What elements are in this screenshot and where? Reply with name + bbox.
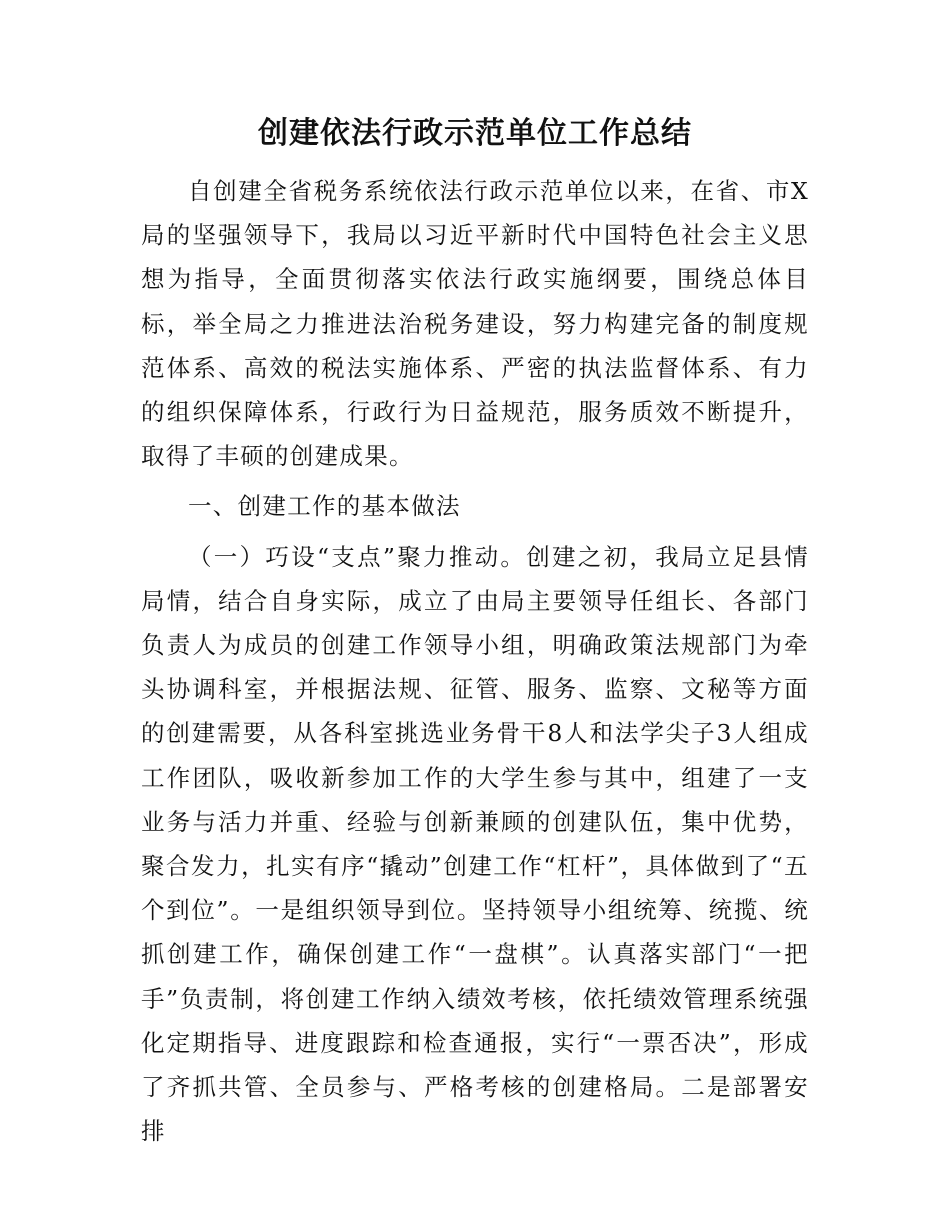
section-heading: 一、创建工作的基本做法 (188, 492, 461, 521)
document-title: 创建依法行政示范单位工作总结 (258, 116, 692, 151)
document-body (141, 169, 809, 1153)
intro-paragraph: 自创建全省税务系统依法行政示范单位以来，在省、市X局的坚强领导下，我局以习近平新时代中国特色社会主义思想为指导，全面贯彻落实依法行政实施纲要，围绕总体目标，举全局之力推进法治税务建设，努力构建完备的制度规范体系、高效的税法实施体系、严密的执法监督体系、有力的组织保障体系，行政行为日益规范，服务质效不断提升，取得了丰硕的创建成果。 (141, 177, 809, 471)
section-paragraph: （一）巧设“支点”聚力推动。创建之初，我局立足县情局情，结合自身实际，成立了由局主要领导任组长、各部门负责人为成员的创建工作领导小组，明确政策法规部门为牵头协调科室，并根据法规、征管、服务、监察、文秘等方面的创建需要，从各科室挑选业务骨干8人和法学尖子3人组成工作团队，吸收新参加工作的大学生参与其中，组建了一支业务与活力并重、经验与创新兼顾的创建队伍，集中优势，聚合发力，扎实有序“撬动”创建工作“杠杆”，具体做到了“五个到位”。一是组织领导到位。坚持领导小组统筹、统揽、统抓创建工作，确保创建工作“一盘棋”。认真落实部门“一把手”负责制，将创建工作纳入绩效考核，依托绩效管理系统强化定期指导、进度跟踪和检查通报，实行“一票否决”，形成了齐抓共管、全员参与、严格考核的创建格局。二是部署安排 (141, 542, 809, 1146)
